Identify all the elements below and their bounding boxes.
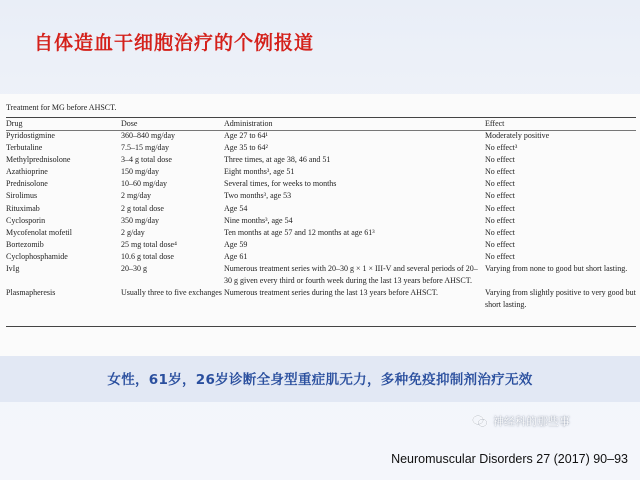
administration-cell: Ten months at age 57 and 12 months at age 61³ — [224, 227, 375, 237]
drug-cell: Cyclophosphamide — [6, 251, 68, 261]
effect-cell: No effect³ — [485, 143, 518, 153]
table-row — [6, 251, 636, 263]
dose-cell: 10.6 g total dose — [121, 251, 174, 261]
administration-cell: Age 35 to 64² — [224, 143, 268, 153]
administration-cell: Age 59 — [224, 239, 248, 249]
effect-cell: No effect — [485, 167, 515, 177]
effect-cell: No effect — [485, 191, 515, 201]
table-caption: Treatment for MG before AHSCT. — [6, 103, 117, 112]
effect-cell: Moderately positive — [485, 131, 550, 140]
table-row — [6, 287, 636, 311]
table-row — [6, 263, 636, 287]
drug-cell: IvIg — [6, 264, 20, 274]
column-header-drug: Drug — [6, 119, 23, 128]
drug-cell: Bortezomib — [6, 239, 44, 249]
drug-cell: Sirolimus — [6, 191, 38, 201]
table-row — [6, 215, 636, 227]
slide-title: 自体造血干细胞治疗的个例报道 — [34, 32, 315, 54]
administration-cell: Eight months³, age 51 — [224, 167, 295, 177]
table-bottom-rule — [6, 326, 636, 327]
dose-cell: Usually three to five exchanges — [121, 288, 222, 298]
column-header-dose: Dose — [121, 119, 138, 128]
table-header-row — [6, 119, 636, 130]
table-row — [6, 227, 636, 239]
table-row — [6, 154, 636, 166]
administration-cell: Two months³, age 53 — [224, 191, 292, 201]
column-header-administration: Administration — [224, 119, 273, 128]
dose-cell: 150 mg/day — [121, 167, 159, 177]
table-row — [6, 178, 636, 190]
drug-cell: Azathioprine — [6, 167, 48, 177]
dose-cell: 20–30 g — [121, 264, 147, 274]
dose-cell: 2 mg/day — [121, 191, 151, 201]
drug-cell: Plasmapheresis — [6, 288, 56, 298]
drug-cell: Rituximab — [6, 203, 40, 213]
drug-cell: Cyclosporin — [6, 215, 46, 225]
table-body — [6, 130, 636, 311]
dose-cell: 10–60 mg/day — [121, 179, 167, 189]
wechat-icon — [472, 414, 488, 428]
effect-cell: No effect — [485, 251, 515, 261]
effect-cell: No effect — [485, 155, 515, 165]
watermark — [472, 413, 570, 429]
administration-cell: Numerous treatment series during the last 13 years before AHSCT. — [224, 288, 439, 298]
drug-cell: Terbutaline — [6, 143, 43, 153]
drug-cell: Mycofenolat mofetil — [6, 227, 72, 237]
table-row — [6, 203, 636, 215]
table-row — [6, 239, 636, 251]
administration-cell: Nine months³, age 54 — [224, 215, 293, 225]
drug-cell: Methylprednisolone — [6, 155, 71, 165]
dose-cell: 360–840 mg/day — [121, 131, 175, 140]
drug-cell: Prednisolone — [6, 179, 48, 189]
table-row — [6, 142, 636, 154]
dose-cell: 2 g/day — [121, 227, 145, 237]
effect-cell: No effect — [485, 227, 515, 237]
dose-cell: 25 mg total dose⁴ — [121, 239, 177, 249]
table-row — [6, 166, 636, 178]
column-header-effect: Effect — [485, 119, 505, 128]
administration-cell: Age 61 — [224, 251, 248, 261]
drug-cell: Pyridostigmine — [6, 131, 55, 140]
effect-cell: Varying from none to good but short lasting. — [485, 264, 628, 274]
administration-cell: Age 54 — [224, 203, 248, 213]
table-panel — [0, 94, 640, 356]
case-summary-subtitle: 女性，61岁，26岁诊断全身型重症肌无力，多种免疫抑制剂治疗无效 — [107, 372, 533, 388]
administration-cell: Several times, for weeks to months — [224, 179, 337, 189]
treatment-table — [6, 119, 636, 311]
effect-cell: No effect — [485, 215, 515, 225]
dose-cell: 350 mg/day — [121, 215, 159, 225]
administration-cell: Three times, at age 38, 46 and 51 — [224, 155, 331, 165]
table-row — [6, 190, 636, 202]
dose-cell: 7.5–15 mg/day — [121, 143, 169, 153]
table-top-rule — [6, 117, 636, 118]
dose-cell: 3–4 g total dose — [121, 155, 172, 165]
watermark-text: 神经科的那些事 — [493, 415, 570, 428]
effect-cell: No effect — [485, 203, 515, 213]
effect-cell: No effect — [485, 239, 515, 249]
subtitle-band — [0, 356, 640, 402]
effect-cell: Varying from slightly positive to very good but short lasting. — [485, 288, 636, 310]
table-row — [6, 130, 636, 142]
administration-cell: Age 27 to 64¹ — [224, 131, 268, 140]
effect-cell: No effect — [485, 179, 515, 189]
administration-cell: Numerous treatment series with 20–30 g × 1 × III-V and several periods of 20–30 g given every third or fourth week during the last 13 years before AHSCT. — [224, 264, 478, 286]
dose-cell: 2 g total dose — [121, 203, 164, 213]
citation: Neuromuscular Disorders 27 (2017) 90–93 — [391, 452, 628, 466]
